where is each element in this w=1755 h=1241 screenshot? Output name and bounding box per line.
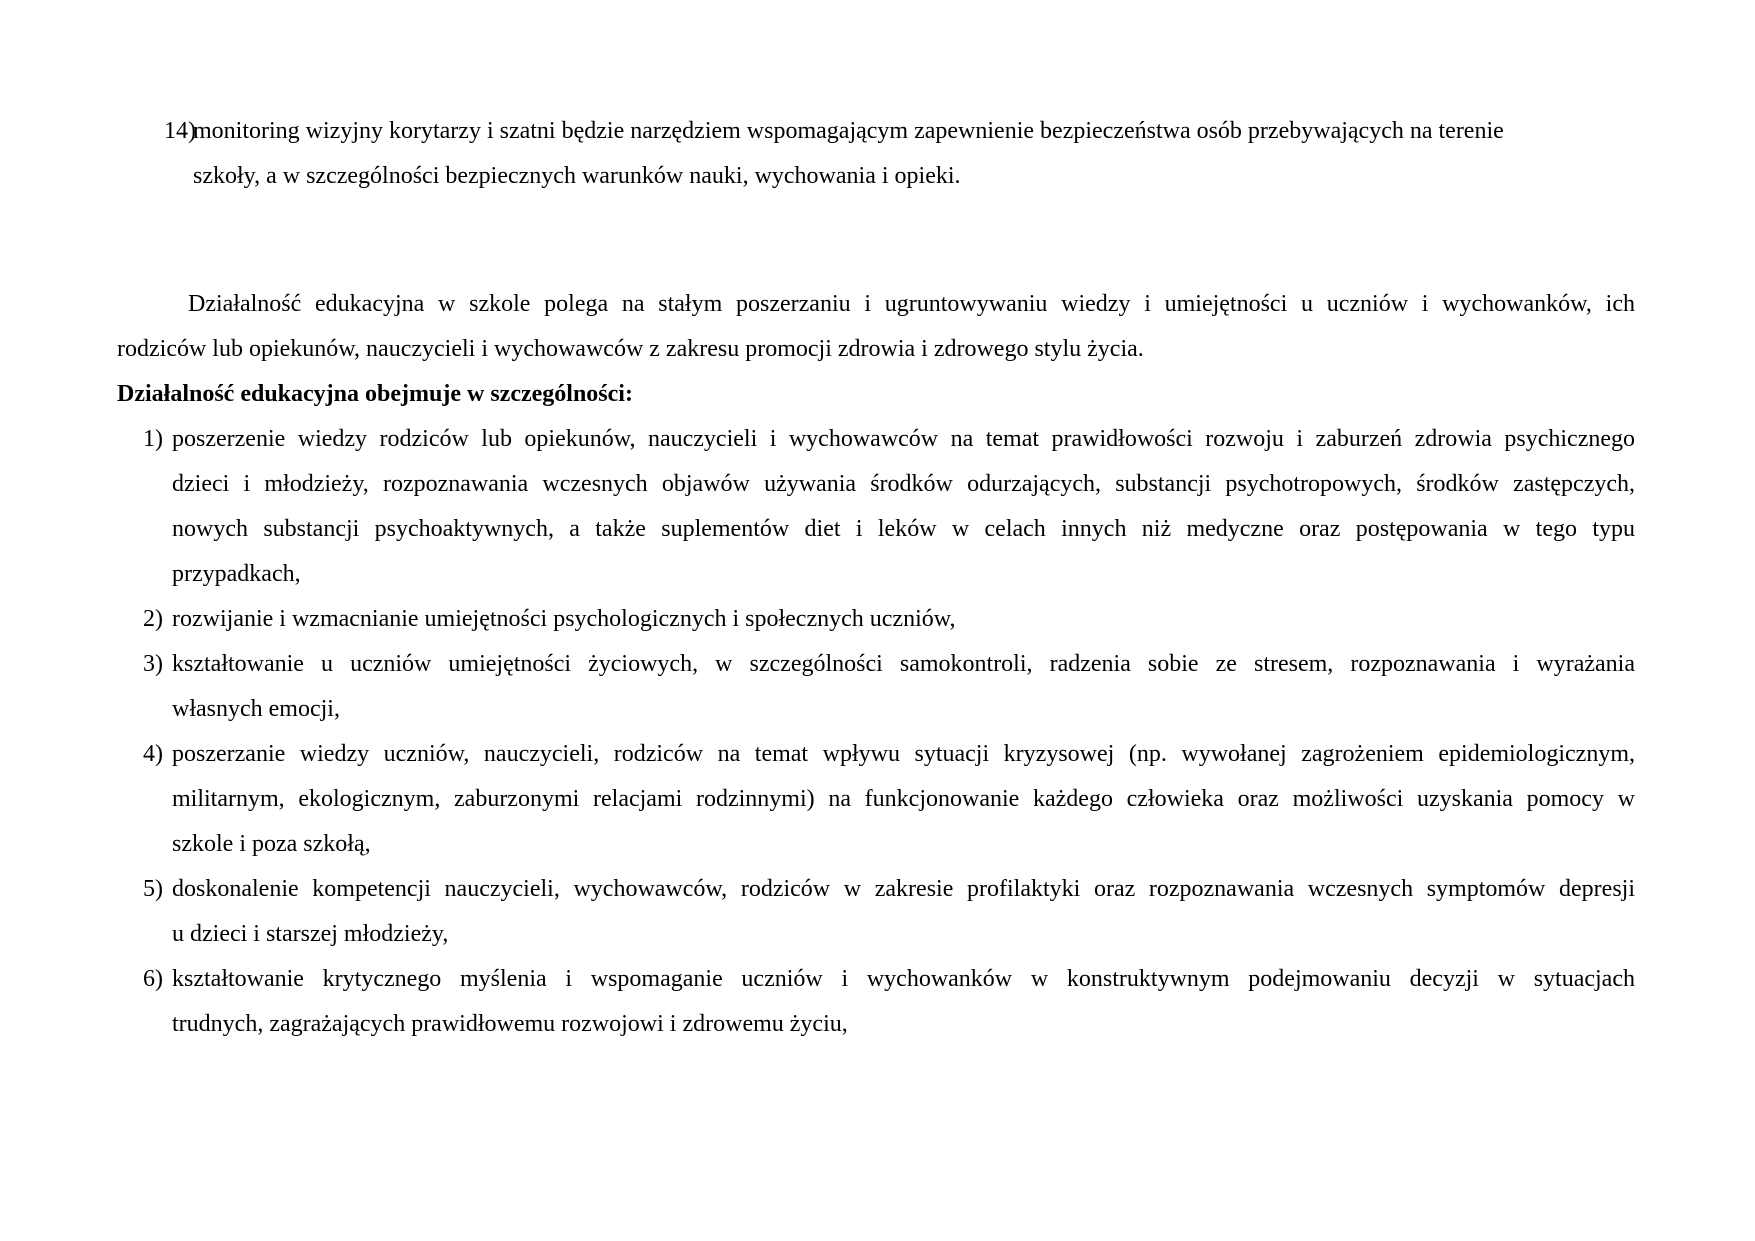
list-item-2 — [117, 597, 1635, 642]
text-line — [117, 109, 1635, 154]
item-number: 1) — [143, 426, 163, 452]
line-text: kształtowanie u uczniów umiejętności życiowych, w szczególności samokontroli, radzenia sobie ze stresem, rozpoznawania i wyrażania — [172, 651, 1635, 677]
section-heading: Działalność edukacyjna obejmuje w szczególności: — [117, 381, 633, 407]
line-text: doskonalenie kompetencji nauczycieli, wychowawców, rodziców w zakresie profilaktyki oraz rozpoznawania wczesnych symptomów depresji — [172, 876, 1635, 902]
text-line — [117, 507, 1635, 552]
list-item-4 — [117, 732, 1635, 867]
document-page — [117, 109, 1635, 1047]
text-line — [117, 867, 1635, 912]
item-number: 14) — [164, 118, 196, 144]
line-text: u dzieci i starszej młodzieży, — [172, 921, 449, 947]
line-text: trudnych, zagrażających prawidłowemu rozwojowi i zdrowemu życiu, — [172, 1011, 848, 1037]
item-number: 3) — [143, 651, 163, 677]
line-text: przypadkach, — [172, 561, 301, 587]
list-item-3 — [117, 642, 1635, 732]
item-number: 2) — [143, 606, 163, 632]
line-text: rodziców lub opiekunów, nauczycieli i wychowawców z zakresu promocji zdrowia i zdrowego stylu życia. — [117, 336, 1144, 362]
text-line — [117, 1002, 1635, 1047]
text-line — [117, 552, 1635, 597]
text-line — [117, 777, 1635, 822]
text-line — [117, 687, 1635, 732]
text-line — [117, 957, 1635, 1002]
line-text: rozwijanie i wzmacnianie umiejętności psychologicznych i społecznych uczniów, — [172, 606, 956, 632]
numbered-item-14 — [117, 109, 1635, 199]
text-line — [117, 597, 1635, 642]
line-text: poszerzenie wiedzy rodziców lub opiekunów, nauczycieli i wychowawców na temat prawidłowości rozwoju i zaburzeń zdrowia psychicznego — [172, 426, 1635, 452]
text-line — [117, 642, 1635, 687]
line-text: Działalność edukacyjna w szkole polega na stałym poszerzaniu i ugruntowywaniu wiedzy i umiejętności u uczniów i wychowanków, ich — [188, 291, 1635, 317]
line-text: szkoły, a w szczególności bezpiecznych warunków nauki, wychowania i opieki. — [193, 163, 961, 189]
text-line — [117, 912, 1635, 957]
line-text: kształtowanie krytycznego myślenia i wspomaganie uczniów i wychowanków w konstruktywnym podejmowaniu decyzji w sytuacjach — [172, 966, 1635, 992]
line-text: monitoring wizyjny korytarzy i szatni będzie narzędziem wspomagającym zapewnienie bezpieczeństwa osób przebywających na terenie — [193, 118, 1504, 144]
text-line — [117, 417, 1635, 462]
line-text: dzieci i młodzieży, rozpoznawania wczesnych objawów używania środków odurzających, substancji psychotropowych, środków zastępczych, — [172, 471, 1635, 497]
text-line — [117, 822, 1635, 867]
list-item-6 — [117, 957, 1635, 1047]
text-line — [117, 462, 1635, 507]
text-line — [117, 327, 1635, 372]
line-text: militarnym, ekologicznym, zaburzonymi relacjami rodzinnymi) na funkcjonowanie każdego człowieka oraz możliwości uzyskania pomocy w — [172, 786, 1635, 812]
item-number: 5) — [143, 876, 163, 902]
line-text: poszerzanie wiedzy uczniów, nauczycieli, rodziców na temat wpływu sytuacji kryzysowej (np. wywołanej zagrożeniem epidemiologicznym, — [172, 741, 1635, 767]
list-item-5 — [117, 867, 1635, 957]
intro-paragraph — [117, 282, 1635, 372]
item-number: 6) — [143, 966, 163, 992]
list-item-1 — [117, 417, 1635, 597]
line-text: własnych emocji, — [172, 696, 340, 722]
text-line — [117, 154, 1635, 199]
line-text: szkole i poza szkołą, — [172, 831, 371, 857]
item-number: 4) — [143, 741, 163, 767]
text-line — [117, 282, 1635, 327]
text-line — [117, 732, 1635, 777]
line-text: nowych substancji psychoaktywnych, a także suplementów diet i leków w celach innych niż medyczne oraz postępowania w tego typu — [172, 516, 1635, 542]
